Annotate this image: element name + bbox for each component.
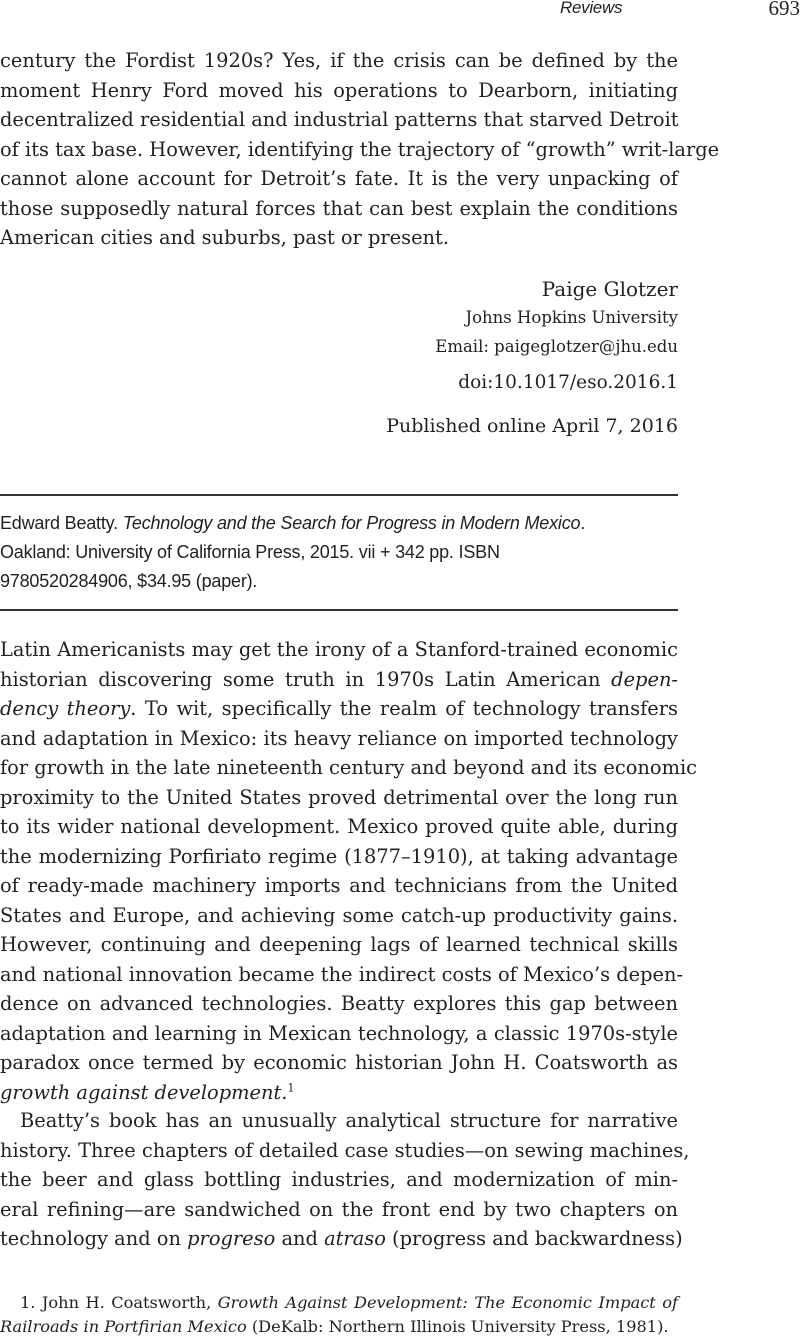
text-segment: Latin Americanists may get the irony of a Stanford-trained economic xyxy=(0,638,678,661)
text-segment: moment Henry Ford moved his operations to Dearborn, initiating xyxy=(0,78,678,102)
text-line xyxy=(0,930,678,960)
text-segment: Oakland: University of California Press, 2015. vii + 342 pp. ISBN xyxy=(0,542,500,562)
footnote xyxy=(0,1291,678,1336)
book-title: Technology and the Search for Progress in Modern Mexico xyxy=(122,513,581,533)
text-segment: atraso xyxy=(324,1227,386,1250)
text-segment: depen- xyxy=(611,667,678,691)
text-line xyxy=(0,871,678,901)
text-segment: of ready-made machinery imports and technicians from the United xyxy=(0,874,678,897)
text-segment: Edward Beatty. xyxy=(0,513,123,533)
text-segment: 9780520284906, $34.95 (paper). xyxy=(0,571,258,591)
text-segment: century the Fordist 1920s? Yes, if the crisis can be defined by the xyxy=(0,49,678,72)
text-segment: American cities and suburbs, past or present. xyxy=(0,226,449,249)
text-segment: progreso xyxy=(187,1227,276,1250)
text-segment: dency theory xyxy=(0,697,131,720)
reviewer-affiliation: Johns Hopkins University xyxy=(465,308,678,327)
text-segment: history. Three chapters of detailed case studies—on sewing machines, xyxy=(0,1138,690,1162)
text-line xyxy=(0,1078,678,1108)
text-segment: the modernizing Porfiriato regime (1877–1910), at taking advantage xyxy=(0,844,678,868)
text-line xyxy=(0,164,678,194)
text-segment: dence on advanced technologies. Beatty explores this gap between xyxy=(0,992,678,1015)
text-line xyxy=(0,1106,678,1136)
text-line xyxy=(0,724,678,754)
text-segment: decentralized residential and industrial patterns that starved Detroit xyxy=(0,108,679,131)
text-segment: paradox once termed by economic historian John H. Coatsworth as xyxy=(0,1051,678,1074)
text-segment: adaptation and learning in Mexican technology, a classic 1970s-style xyxy=(0,1021,678,1045)
text-line xyxy=(0,812,678,842)
text-line xyxy=(0,1291,678,1315)
text-segment: Railroads in Portfirian Mexico xyxy=(0,1317,247,1336)
text-line xyxy=(0,753,698,783)
text-line xyxy=(0,1019,678,1049)
text-line xyxy=(0,1195,678,1225)
page-number: 693 xyxy=(768,0,800,20)
text-line xyxy=(0,842,678,872)
divider xyxy=(0,494,678,496)
text-segment: However, continuing and deepening lags of learned technical skills xyxy=(0,933,678,956)
text-segment: for growth in the late nineteenth century and beyond and its economic xyxy=(0,756,698,779)
text-line xyxy=(0,960,684,990)
review-paragraph xyxy=(0,635,698,1107)
text-segment: and adaptation in Mexico: its heavy reliance on imported technology xyxy=(0,726,678,750)
text-line xyxy=(0,194,678,224)
text-segment: technology and on xyxy=(0,1227,188,1250)
text-segment: and national innovation became the indirect costs of Mexico’s depen- xyxy=(0,962,684,986)
text-segment: historian discovering some truth in 1970s Latin American xyxy=(0,667,612,691)
text-segment: (DeKalb: Northern Illinois University Press, 1981). xyxy=(246,1317,669,1336)
text-line xyxy=(0,1224,683,1254)
text-segment: (progress and backwardness) xyxy=(385,1227,683,1250)
running-head: Reviews xyxy=(560,0,623,17)
text-line xyxy=(0,783,678,813)
citation-line xyxy=(0,567,678,596)
text-segment: to its wider national development. Mexico proved quite able, during xyxy=(0,815,678,838)
text-segment: . To wit, specifically the realm of technology transfers xyxy=(130,697,678,720)
text-segment: Growth Against Development: The Economic Impact of xyxy=(217,1293,678,1312)
review-paragraph xyxy=(0,1106,690,1254)
text-line xyxy=(0,1315,678,1336)
text-line xyxy=(0,694,678,724)
text-segment: eral refining—are sandwiched on the front end by two chapters on xyxy=(0,1197,678,1221)
text-line xyxy=(0,135,720,165)
text-segment: the beer and glass bottling industries, and modernization of min- xyxy=(0,1168,678,1191)
doi: doi:10.1017/eso.2016.1 xyxy=(458,372,678,393)
text-segment: those supposedly natural forces that can best explain the conditions xyxy=(0,196,678,220)
text-segment: States and Europe, and achieving some catch-up productivity gains. xyxy=(0,903,678,927)
text-line xyxy=(0,76,678,106)
reviewer-email: Email: paigeglotzer@jhu.edu xyxy=(435,337,678,356)
text-line xyxy=(0,901,678,931)
book-citation xyxy=(0,509,678,596)
text-line xyxy=(0,223,678,253)
text-line xyxy=(0,105,678,135)
text-line xyxy=(0,635,678,665)
text-line xyxy=(0,46,678,76)
footnote-ref[interactable]: 1 xyxy=(287,1081,295,1095)
citation-line xyxy=(0,538,678,567)
text-line xyxy=(0,1048,678,1078)
text-segment: 1. John H. Coatsworth, xyxy=(20,1293,218,1312)
previous-review-text xyxy=(0,46,720,253)
text-segment: Beatty’s book has an unusually analytical structure for narrative xyxy=(20,1109,678,1132)
text-segment: and xyxy=(275,1227,325,1250)
text-line xyxy=(0,1165,678,1195)
text-segment: proximity to the United States proved detrimental over the long run xyxy=(0,785,678,809)
text-segment: . xyxy=(580,513,586,533)
text-line xyxy=(0,665,678,695)
reviewer-name: Paige Glotzer xyxy=(541,277,678,301)
divider xyxy=(0,609,678,611)
text-segment: cannot alone account for Detroit’s fate. It is the very unpacking of xyxy=(0,167,678,190)
text-segment: growth against development. xyxy=(0,1080,288,1104)
text-line xyxy=(0,989,678,1019)
text-segment: of its tax base. However, identifying the trajectory of “growth” writ-large xyxy=(0,137,720,161)
published-date: Published online April 7, 2016 xyxy=(386,415,678,437)
citation-line xyxy=(0,509,678,538)
text-line xyxy=(0,1136,690,1166)
